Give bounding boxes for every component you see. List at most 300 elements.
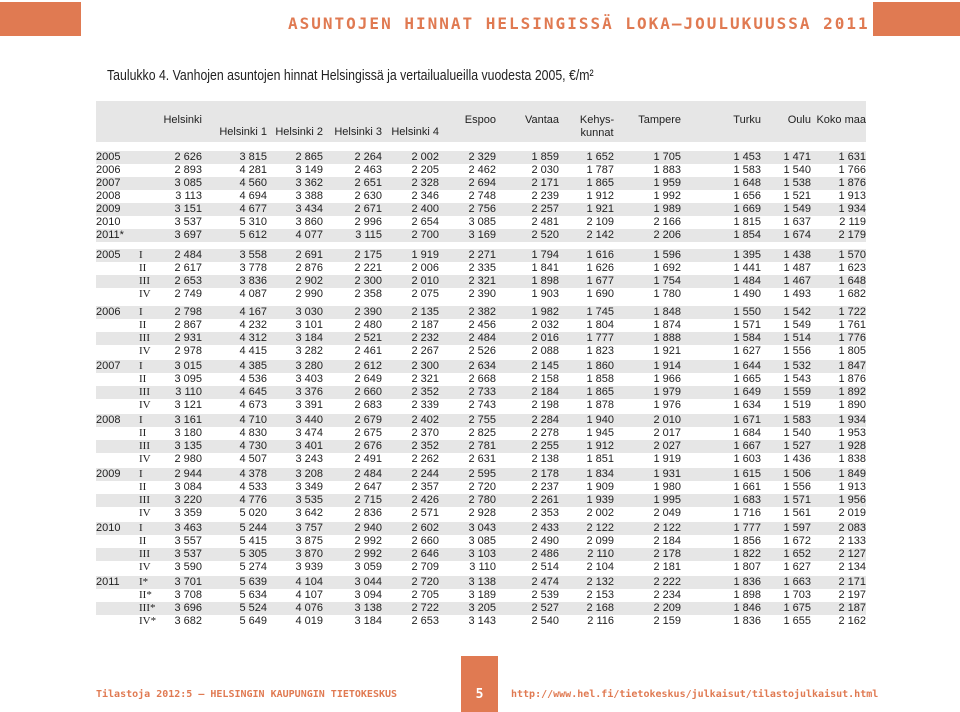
- price-cell: 4 385: [239, 360, 267, 372]
- price-cell: 2 110: [587, 548, 614, 560]
- price-cell: 2 876: [295, 262, 323, 274]
- price-cell: 3 169: [468, 229, 496, 241]
- price-cell: 2 104: [586, 561, 614, 573]
- price-cell: 1 892: [838, 386, 866, 398]
- price-cell: 1 982: [531, 306, 559, 318]
- price-cell: 1 851: [586, 453, 614, 465]
- price-cell: 2 931: [174, 332, 202, 344]
- row-quarter-label: III: [139, 275, 150, 287]
- price-cell: 3 143: [468, 615, 496, 627]
- price-cell: 5 244: [239, 522, 267, 534]
- price-cell: 2 358: [354, 288, 382, 300]
- price-cell: 5 415: [239, 535, 267, 547]
- row-year-label: 2005: [96, 249, 121, 261]
- price-cell: 3 121: [174, 399, 202, 411]
- price-cell: 3 085: [468, 216, 496, 228]
- price-cell: 2 722: [411, 602, 439, 614]
- price-cell: 2 261: [531, 494, 559, 506]
- price-cell: 2 825: [468, 427, 496, 439]
- price-cell: 3 184: [354, 615, 382, 627]
- price-cell: 2 239: [531, 190, 559, 202]
- price-cell: 3 101: [295, 319, 323, 331]
- price-cell: 2 099: [586, 535, 614, 547]
- table-row: [96, 576, 866, 589]
- price-cell: 3 697: [174, 229, 202, 241]
- price-cell: 1 995: [653, 494, 681, 506]
- price-cell: 2 232: [411, 332, 439, 344]
- price-cell: 4 507: [239, 453, 267, 465]
- price-cell: 2 720: [411, 576, 439, 588]
- price-cell: 2 733: [468, 386, 496, 398]
- price-cell: 1 777: [586, 332, 614, 344]
- price-cell: 5 524: [239, 602, 267, 614]
- table-row: [96, 453, 866, 466]
- price-cell: 1 436: [783, 453, 811, 465]
- price-cell: 5 020: [239, 507, 267, 519]
- row-quarter-label: IV: [139, 399, 151, 411]
- price-cell: 1 890: [838, 399, 866, 411]
- price-cell: 2 010: [411, 275, 439, 287]
- price-cell: 1 571: [733, 319, 761, 331]
- row-quarter-label: III: [139, 332, 150, 344]
- price-cell: 5 634: [239, 589, 267, 601]
- price-cell: 1 888: [653, 332, 681, 344]
- price-cell: 2 075: [411, 288, 439, 300]
- col-kehyskunnat-line2: kunnat: [580, 127, 614, 139]
- price-cell: 1 979: [653, 386, 681, 398]
- price-cell: 1 858: [586, 373, 614, 385]
- price-cell: 2 278: [531, 427, 559, 439]
- price-cell: 3 015: [174, 360, 202, 372]
- price-cell: 3 474: [295, 427, 323, 439]
- price-cell: 3 184: [295, 332, 323, 344]
- row-quarter-label: IV*: [139, 615, 157, 627]
- price-cell: 3 103: [468, 548, 496, 560]
- price-cell: 2 179: [838, 229, 866, 241]
- price-cell: 1 921: [586, 203, 614, 215]
- price-cell: 2 264: [354, 151, 382, 163]
- price-cell: 1 754: [653, 275, 681, 287]
- price-cell: 3 113: [175, 190, 202, 202]
- price-cell: 2 653: [174, 275, 202, 287]
- row-quarter-label: II: [139, 319, 147, 331]
- page-header-title: ASUNTOJEN HINNAT HELSINGISSÄ LOKA–JOULUKUUSSA 2011: [288, 14, 870, 33]
- price-cell: 1 542: [783, 306, 811, 318]
- price-cell: 2 138: [531, 453, 559, 465]
- table-row: [96, 373, 866, 386]
- price-cell: 2 798: [174, 306, 202, 318]
- price-cell: 4 533: [239, 481, 267, 493]
- price-cell: 3 391: [295, 399, 323, 411]
- table-row: [96, 561, 866, 574]
- price-cell: 3 558: [239, 249, 267, 261]
- price-cell: 1 794: [531, 249, 559, 261]
- row-year-label: 2010: [96, 216, 121, 228]
- price-cell: 2 700: [411, 229, 439, 241]
- price-cell: 1 928: [838, 440, 866, 452]
- table-row: [96, 262, 866, 275]
- price-cell: 2 694: [468, 177, 496, 189]
- price-cell: 3 870: [295, 548, 323, 560]
- price-cell: 1 556: [783, 481, 811, 493]
- price-cell: 2 486: [531, 548, 559, 560]
- price-cell: 3 682: [174, 615, 202, 627]
- price-cell: 3 180: [174, 427, 202, 439]
- price-cell: 3 401: [295, 440, 323, 452]
- price-cell: 3 836: [239, 275, 267, 287]
- price-cell: 2 671: [354, 203, 382, 215]
- price-cell: 1 780: [653, 288, 681, 300]
- price-cell: 1 514: [783, 332, 811, 344]
- price-cell: 1 627: [733, 345, 761, 357]
- price-cell: 2 660: [411, 535, 439, 547]
- col-koko-maa: Koko maa: [816, 114, 866, 126]
- price-cell: 2 181: [653, 561, 681, 573]
- col-turku: Turku: [733, 114, 761, 126]
- price-cell: 1 914: [653, 360, 681, 372]
- price-cell: 2 267: [411, 345, 439, 357]
- price-cell: 5 305: [239, 548, 267, 560]
- price-cell: 1 934: [838, 203, 866, 215]
- price-cell: 2 159: [653, 615, 681, 627]
- price-cell: 2 996: [354, 216, 382, 228]
- price-cell: 4 694: [239, 190, 267, 202]
- price-cell: 1 521: [783, 190, 811, 202]
- price-cell: 1 703: [783, 589, 811, 601]
- row-quarter-label: III: [139, 494, 150, 506]
- price-cell: 2 491: [354, 453, 382, 465]
- price-cell: 2 353: [531, 507, 559, 519]
- price-cell: 4 830: [239, 427, 267, 439]
- price-cell: 1 665: [733, 373, 761, 385]
- price-cell: 3 860: [295, 216, 323, 228]
- price-cell: 2 634: [468, 360, 496, 372]
- row-year-label: 2010: [96, 522, 121, 534]
- price-cell: 4 378: [239, 468, 267, 480]
- price-cell: 3 151: [174, 203, 202, 215]
- price-cell: 1 705: [653, 151, 681, 163]
- price-cell: 1 519: [783, 399, 811, 411]
- row-year-label: 2011*: [96, 229, 124, 241]
- price-cell: 1 683: [733, 494, 761, 506]
- price-cell: 1 644: [733, 360, 761, 372]
- price-cell: 2 262: [411, 453, 439, 465]
- price-cell: 2 006: [411, 262, 439, 274]
- price-cell: 1 912: [586, 190, 614, 202]
- price-cell: 2 178: [531, 468, 559, 480]
- price-cell: 2 016: [531, 332, 559, 344]
- row-quarter-label: II*: [139, 589, 152, 601]
- price-cell: 1 684: [733, 427, 761, 439]
- price-cell: 1 527: [783, 440, 811, 452]
- price-cell: 2 153: [586, 589, 614, 601]
- table-row: [96, 216, 866, 229]
- price-cell: 4 730: [239, 440, 267, 452]
- price-cell: 1 648: [838, 275, 866, 287]
- price-cell: 2 321: [468, 275, 496, 287]
- price-cell: 2 382: [468, 306, 496, 318]
- col-helsinki-1: Helsinki 1: [219, 126, 267, 138]
- header-accent-right: [873, 2, 960, 36]
- price-cell: 1 661: [733, 481, 761, 493]
- price-cell: 2 675: [354, 427, 382, 439]
- price-cell: 3 030: [295, 306, 323, 318]
- price-cell: 4 167: [239, 306, 267, 318]
- row-quarter-label: IV: [139, 345, 151, 357]
- price-cell: 2 300: [354, 275, 382, 287]
- price-cell: 2 184: [653, 535, 681, 547]
- header-accent-left: [0, 2, 81, 36]
- price-cell: 1 675: [783, 602, 811, 614]
- price-cell: 1 787: [586, 164, 614, 176]
- price-cell: 1 583: [783, 414, 811, 426]
- price-cell: 1 966: [653, 373, 681, 385]
- price-cell: 1 672: [783, 535, 811, 547]
- row-quarter-label: I: [139, 414, 143, 426]
- price-cell: 3 208: [295, 468, 323, 480]
- table-row: [96, 288, 866, 301]
- price-cell: 3 110: [469, 561, 496, 573]
- price-cell: 3 535: [295, 494, 323, 506]
- price-cell: 3 043: [468, 522, 496, 534]
- price-cell: 1 395: [733, 249, 761, 261]
- table-row: [96, 481, 866, 494]
- price-cell: 4 536: [239, 373, 267, 385]
- price-cell: 2 481: [531, 216, 559, 228]
- price-cell: 1 532: [783, 360, 811, 372]
- price-cell: 4 560: [239, 177, 267, 189]
- price-cell: 1 945: [586, 427, 614, 439]
- price-cell: 1 556: [783, 345, 811, 357]
- price-cell: 1 766: [838, 164, 866, 176]
- row-quarter-label: I: [139, 249, 143, 261]
- price-cell: 3 388: [295, 190, 323, 202]
- price-cell: 1 596: [653, 249, 681, 261]
- price-cell: 2 400: [411, 203, 439, 215]
- price-cell: 3 059: [354, 561, 382, 573]
- price-cell: 2 463: [354, 164, 382, 176]
- price-cell: 1 989: [653, 203, 681, 215]
- price-cell: 1 939: [586, 494, 614, 506]
- footer-url-link[interactable]: http://www.hel.fi/tietokeskus/julkaisut/tilastojulkaisut.html: [511, 689, 879, 700]
- price-cell: 2 660: [354, 386, 382, 398]
- price-cell: 1 931: [653, 468, 681, 480]
- price-cell: 1 722: [838, 306, 866, 318]
- price-cell: 2 902: [295, 275, 323, 287]
- price-cell: 1 860: [586, 360, 614, 372]
- price-cell: 3 642: [295, 507, 323, 519]
- price-cell: 4 415: [239, 345, 267, 357]
- price-cell: 1 874: [653, 319, 681, 331]
- price-cell: 2 133: [838, 535, 866, 547]
- price-cell: 2 990: [295, 288, 323, 300]
- price-cell: 1 467: [783, 275, 811, 287]
- price-cell: 2 255: [531, 440, 559, 452]
- price-cell: 1 822: [733, 548, 761, 560]
- price-cell: 2 205: [411, 164, 439, 176]
- price-cell: 2 743: [468, 399, 496, 411]
- price-cell: 2 756: [468, 203, 496, 215]
- price-cell: 2 175: [354, 249, 382, 261]
- price-cell: 1 807: [733, 561, 761, 573]
- table-caption: Taulukko 4. Vanhojen asuntojen hinnat Helsingissä ja vertailualueilla vuodesta 2005, €/m²: [107, 67, 594, 84]
- price-cell: 1 669: [733, 203, 761, 215]
- price-cell: 1 584: [733, 332, 761, 344]
- price-cell: 2 178: [653, 548, 681, 560]
- price-cell: 2 402: [411, 414, 439, 426]
- price-cell: 2 571: [411, 507, 439, 519]
- price-cell: 1 627: [783, 561, 811, 573]
- price-cell: 2 626: [174, 151, 202, 163]
- price-cell: 2 836: [354, 507, 382, 519]
- price-cell: 1 919: [411, 249, 439, 261]
- col-kehyskunnat-line1: Kehys-: [579, 114, 615, 126]
- price-cell: 3 138: [468, 576, 496, 588]
- price-cell: 1 487: [783, 262, 811, 274]
- price-cell: 2 526: [468, 345, 496, 357]
- row-quarter-label: II: [139, 481, 147, 493]
- table-row: [96, 360, 866, 373]
- price-cell: 2 653: [411, 615, 439, 627]
- price-cell: 3 757: [295, 522, 323, 534]
- price-cell: 1 677: [586, 275, 614, 287]
- price-cell: 2 940: [354, 522, 382, 534]
- table-row: [96, 177, 866, 190]
- price-cell: 1 919: [653, 453, 681, 465]
- price-cell: 5 310: [239, 216, 267, 228]
- table-row: [96, 229, 866, 242]
- row-year-label: 2006: [96, 306, 121, 318]
- price-cell: 2 122: [653, 522, 681, 534]
- table-row: [96, 319, 866, 332]
- price-cell: 1 956: [838, 494, 866, 506]
- table-row: [96, 535, 866, 548]
- price-cell: 2 346: [411, 190, 439, 202]
- table-row: [96, 589, 866, 602]
- row-year-label: 2006: [96, 164, 121, 176]
- table-row: [96, 440, 866, 453]
- price-cell: 1 865: [586, 177, 614, 189]
- row-quarter-label: III: [139, 386, 150, 398]
- price-cell: 2 162: [838, 615, 866, 627]
- price-cell: 3 220: [174, 494, 202, 506]
- price-cell: 2 992: [354, 548, 382, 560]
- table-row: [96, 602, 866, 615]
- table-row: [96, 151, 866, 164]
- price-cell: 2 352: [411, 386, 439, 398]
- price-cell: 2 461: [354, 345, 382, 357]
- price-cell: 2 390: [354, 306, 382, 318]
- price-cell: 1 856: [733, 535, 761, 547]
- price-cell: 2 030: [531, 164, 559, 176]
- price-cell: 2 187: [838, 602, 866, 614]
- price-cell: 2 166: [653, 216, 681, 228]
- price-cell: 1 913: [838, 481, 866, 493]
- price-cell: 5 639: [239, 576, 267, 588]
- price-cell: 3 282: [295, 345, 323, 357]
- price-cell: 2 668: [468, 373, 496, 385]
- price-cell: 3 205: [468, 602, 496, 614]
- price-cell: 3 463: [174, 522, 202, 534]
- price-cell: 2 209: [653, 602, 681, 614]
- table-row: [96, 249, 866, 262]
- price-cell: 1 836: [733, 576, 761, 588]
- price-cell: 2 893: [174, 164, 202, 176]
- price-cell: 2 676: [354, 440, 382, 452]
- price-cell: 1 898: [531, 275, 559, 287]
- table-row: [96, 414, 866, 427]
- price-cell: 2 691: [295, 249, 323, 261]
- table-row: [96, 548, 866, 561]
- price-cell: 2 357: [411, 481, 439, 493]
- price-cell: 3 149: [295, 164, 323, 176]
- row-quarter-label: I: [139, 522, 143, 534]
- price-cell: 1 716: [733, 507, 761, 519]
- price-cell: 2 602: [411, 522, 439, 534]
- price-cell: 2 158: [531, 373, 559, 385]
- price-cell: 2 540: [531, 615, 559, 627]
- row-year-label: 2008: [96, 414, 121, 426]
- price-cell: 1 849: [838, 468, 866, 480]
- price-cell: 2 521: [354, 332, 382, 344]
- price-cell: 1 883: [653, 164, 681, 176]
- price-cell: 1 571: [783, 494, 811, 506]
- price-cell: 4 107: [295, 589, 323, 601]
- price-cell: 1 543: [783, 373, 811, 385]
- price-cell: 2 335: [468, 262, 496, 274]
- price-cell: 2 705: [411, 589, 439, 601]
- price-cell: 4 077: [295, 229, 323, 241]
- price-cell: 2 197: [838, 589, 866, 601]
- price-cell: 2 426: [411, 494, 439, 506]
- price-cell: 1 976: [653, 399, 681, 411]
- price-cell: 2 321: [411, 373, 439, 385]
- price-cell: 2 520: [531, 229, 559, 241]
- price-cell: 1 912: [586, 440, 614, 452]
- price-cell: 2 017: [653, 427, 681, 439]
- price-cell: 1 583: [733, 164, 761, 176]
- price-cell: 1 549: [783, 319, 811, 331]
- price-cell: 2 433: [531, 522, 559, 534]
- price-cell: 2 715: [354, 494, 382, 506]
- price-cell: 2 647: [354, 481, 382, 493]
- table-row: [96, 306, 866, 319]
- price-cell: 2 612: [354, 360, 382, 372]
- row-quarter-label: III: [139, 548, 150, 560]
- price-cell: 4 087: [239, 288, 267, 300]
- price-cell: 2 527: [531, 602, 559, 614]
- table-row: [96, 522, 866, 535]
- price-cell: 4 232: [239, 319, 267, 331]
- price-cell: 2 980: [174, 453, 202, 465]
- price-cell: 3 537: [174, 216, 202, 228]
- price-cell: 2 539: [531, 589, 559, 601]
- price-cell: 3 243: [295, 453, 323, 465]
- price-cell: 2 284: [531, 414, 559, 426]
- row-quarter-label: III*: [139, 602, 156, 614]
- price-cell: 1 623: [838, 262, 866, 274]
- price-cell: 1 634: [733, 399, 761, 411]
- price-cell: 1 540: [783, 427, 811, 439]
- price-cell: 2 654: [411, 216, 439, 228]
- price-cell: 3 376: [295, 386, 323, 398]
- price-cell: 2 490: [531, 535, 559, 547]
- price-cell: 2 187: [411, 319, 439, 331]
- row-year-label: 2007: [96, 360, 121, 372]
- price-cell: 1 493: [783, 288, 811, 300]
- price-cell: 2 474: [531, 576, 559, 588]
- price-cell: 1 550: [733, 306, 761, 318]
